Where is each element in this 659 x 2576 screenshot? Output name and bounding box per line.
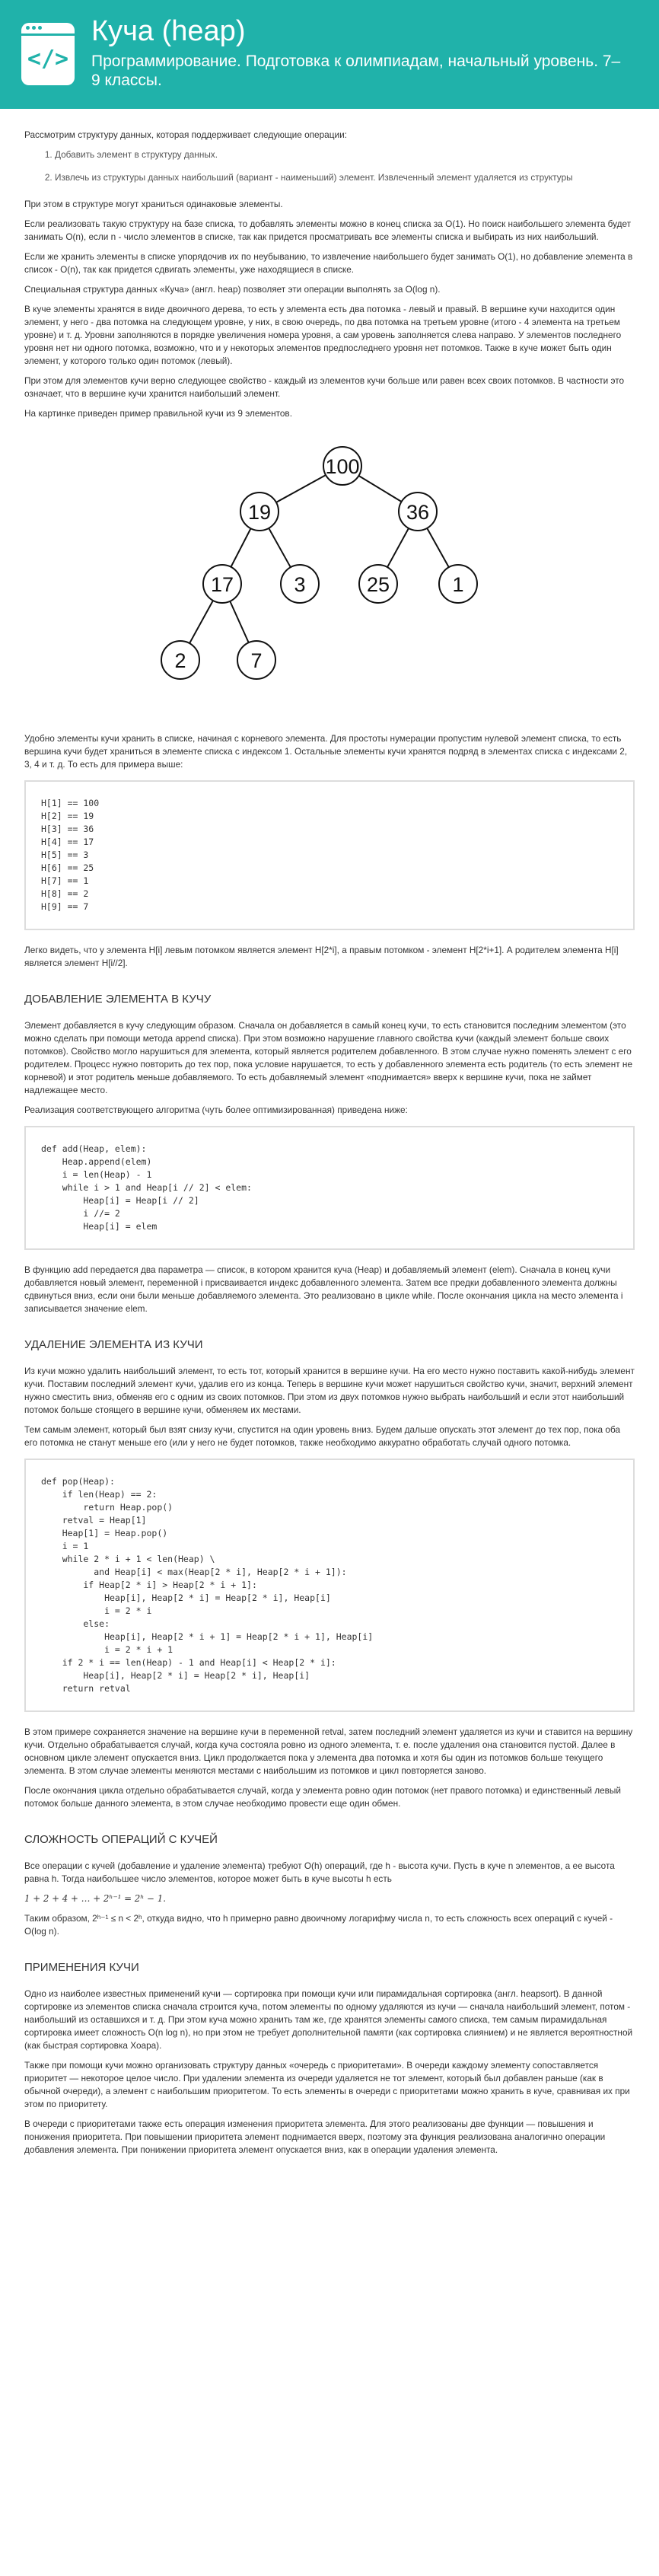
paragraph: На картинке приведен пример правильной кучи из 9 элементов. [24,408,292,419]
paragraph: Тем самым элемент, который был взят снизу кучи, спустится на один уровень вниз. Будем дальше опускать этот элемент до тех пор, пока оба его потомка не станут меньше его (или у него не будет потомков, также необходимо аккуратно обработать случай одного потомка. [24,1424,620,1448]
tree-node-label: 25 [366,573,390,596]
page-header [0,0,659,109]
paragraph: Также при помощи кучи можно организовать структуру данных «очередь с приоритетами». В очереди каждому элементу сопоставляется приоритет — некоторое целое число. При удалении элемента из очереди удаляется не тот элемент, который был добавлен раньше (как в обычной очереди), а элемент с наибольшим приоритетом. То есть элементы в очереди с приоритетами можно хранить в куче, сравнивая их при этом по приоритету. [24,2060,630,2109]
tree-node-label: 2 [174,649,186,672]
section-title-remove: УДАЛЕНИЕ ЭЛЕМЕНТА ИЗ КУЧИ [24,1338,203,1351]
operation-item: 1. Добавить элемент в структуру данных. [55,148,635,161]
paragraph: Если реализовать такую структуру на базе списка, то добавлять элементы можно в конец списка за O(1). Но поиск наибольшего элемента будет занимать O(n), если n - число элементов в списке, так как придется просматривать все элементы списка и выбирать из них наибольший. [24,218,632,242]
heap-array-code: H[1] == 100 H[2] == 19 H[3] == 36 H[4] == 17 H[5] == 3 H[6] == 25 H[7] == 1 H[8] == 2 H[9] == 7 [24,780,635,930]
paragraph: Таким образом, 2ʰ⁻¹ ≤ n < 2ʰ, откуда видно, что h примерно равно двоичному логарифму числа n, то есть сложность всех операций с кучей - O(log n). [24,1913,613,1937]
tree-node-label: 19 [247,501,272,524]
tree-node-label: 3 [294,573,306,596]
paragraph: В этом примере сохраняется значение на вершине кучи в переменной retval, затем последний элемент удаляется из кучи и ставится на вершину кучи. Отдельно обрабатывается случай, когда куча состояла ровно из одного элемента, т. е. после удаления она становится пустой. Далее в основном цикле элемент опускается вниз. Цикл продолжается пока у элемента два потомка и хотя бы один из потомков больше текущего элемента. В этом случае элементы меняются местами с наибольшим из потомков и цикл повторяется заново. [24,1726,633,1776]
paragraph: Легко видеть, что у элемента H[i] левым потомком является элемент H[2*i], а правым потомком - элемент H[2*i+1]. А родителем элемента H[i] является элемент H[i//2]. [24,945,619,968]
article-content [0,129,659,2157]
paragraph: Реализация соответствующего алгоритма (чуть более оптимизированная) приведена ниже: [24,1105,408,1115]
paragraph: При этом в структуре могут храниться одинаковые элементы. [24,199,283,209]
pop-function-code: def pop(Heap): if len(Heap) == 2: return Heap.pop() retval = Heap[1] Heap[1] = Heap.pop() i = 1 while 2 * i + 1 < len(Heap) \ and Heap[i] < max(Heap[2 * i], Heap[2 * i + 1]): if Heap[2 * i] > Heap[2 * i + 1]: Heap[i], Heap[2 * i] = Heap[2 * i], Heap[i] i = 2 * i else: Heap[i], Heap[2 * i + 1] = Heap[2 * i + 1], Heap[i] i = 2 * i + 1 if 2 * i == len(Heap) - 1 and Heap[i] < Heap[2 * i]: Heap[i], Heap[2 * i] = Heap[2 * i], Heap[i] return retval [24,1459,635,1712]
formula: 1 + 2 + 4 + … + 2ʰ⁻¹ = 2ʰ − 1. [24,1893,167,1904]
page-title: Куча (heap) [91,15,246,47]
tree-node-label: 1 [452,573,464,596]
section-title-applications: ПРИМЕНЕНИЯ КУЧИ [24,1961,139,1974]
tree-node-label: 100 [325,455,360,478]
tree-node-label: 7 [250,649,263,672]
paragraph: При этом для элементов кучи верно следующее свойство - каждый из элементов кучи больше или равен всех своих потомков. В частности это означает, что в вершине кучи хранится наибольший элемент. [24,375,625,399]
section-title-add: ДОБАВЛЕНИЕ ЭЛЕМЕНТА В КУЧУ [24,993,212,1006]
paragraph: Если же хранить элементы в списке упорядочив их по неубыванию, то извлечение наибольшего будет занимать O(1), но добавление элемента в список - O(n), так как придется сдвигать элементы, уже находящиеся в списке. [24,251,633,275]
paragraph: Одно из наиболее известных применений кучи — сортировка при помощи кучи или пирамидальная сортировка (англ. heapsort). В данной сортировке из элементов списка сначала строится куча, потом элементы по одному удаляются из кучи — сначала наибольший элемент, потом - наибольший из оставшихся и т. д. При этом куча можно хранить там же, где хранятся элементы самого списка, тем самым пирамидальная сортировка имеет сложность O(n log n), но при этом не требует дополнительной памяти (как сортировка слиянием) и не является вероятностной (как быстрая сортировка Хоара). [24,1988,633,2051]
heap-tree-diagram [24,443,635,702]
operations-list [24,148,635,184]
paragraph: Специальная структура данных «Куча» (англ. heap) позволяет эти операции выполнять за O(log n). [24,284,441,295]
paragraph: В очереди с приоритетами также есть операция изменения приоритета элемента. Для этого реализованы две функции — повышения и понижения приоритета. При повышении приоритета элемент поднимается вверх, поэтому эта функция реализована аналогично операции добавления элемента. При понижении приоритета элемент опускается вниз, как в операции удаления элемента. [24,2119,606,2155]
tree-node-label: 36 [406,501,430,524]
paragraph: После окончания цикла отдельно обрабатывается случай, когда у элемента ровно один потомок (нет правого потомка) и единственный левый потомок больше данного элемента, в этом случае необходимо провести еще один обмен. [24,1785,621,1809]
paragraph: Элемент добавляется в кучу следующим образом. Сначала он добавляется в самый конец кучи, то есть становится последним элементом (это можно сделать при помощи метода append списка). При этом возможно нарушение главного свойства кучи (каждый элемент больше своих потомков). Свойство могло нарушиться для элемента, который является родителем добавленного. В этом случае нужно поменять элемент с его родителем. Процесс нужно повторить до тех пор, пока условие нарушается, то есть у добавленного элемента есть родитель (то есть элемент не корневой) и этот родитель меньше добавляемого. То есть добавляемый элемент «поднимается» вверх к вершине кучи, пока не займет надлежащее место. [24,1020,633,1095]
paragraph: Удобно элементы кучи хранить в списке, начиная с корневого элемента. Для простоты нумерации пропустим нулевой элемент списка, то есть вершина кучи будет храниться в элементе списка с индексом 1. Остальные элементы кучи хранятся подряд в элементах списка с индексами 2, 3, 4 и т. д. То есть для примера выше: [24,733,628,770]
add-function-code: def add(Heap, elem): Heap.append(elem) i = len(Heap) - 1 while i > 1 and Heap[i // 2] < elem: Heap[i] = Heap[i // 2] i //= 2 Heap[i] = elem [24,1126,635,1250]
operation-item: 2. Извлечь из структуры данных наибольший (вариант - наименьший) элемент. Извлеченный элемент удаляется из структуры [55,171,635,184]
paragraph: В куче элементы хранятся в виде двоичного дерева, то есть у элемента есть два потомка - левый и правый. В вершине кучи находится один элемент, у него - два потомка на следующем уровне, у них, в свою очередь, по два потомка на третьем уровне (итого - 4 элемента на третьем уровне) и т. д. Уровни заполняются в порядке увеличения номера уровня, а сам уровень заполняется слева направо. У элементов последнего уровня нет ни одного потомка, возможно, что и у некоторых элементов предпоследнего уровня нет потомков. Также в куче может быть один элемент, у которого только один потомок (левый). [24,304,622,366]
code-window-icon: </> [21,23,75,85]
paragraph: В функцию add передается два параметра — список, в котором хранится куча (Heap) и добавляемый элемент (elem). Сначала в конец кучи добавляется новый элемент, переменной i присваивается индекс добавленного элемента. Затем все предки добавленного элемента должны сдвинуться вниз, если они были меньше добавляемого элемента. Это реализовано в цикле while. После окончания цикла на место элемента i записывается значение elem. [24,1264,623,1314]
paragraph: Из кучи можно удалить наибольший элемент, то есть тот, который хранится в вершине кучи. На его место нужно поставить какой-нибудь элемент кучи. Поставим последний элемент кучи, удалив его из конца. Теперь в вершине кучи может нарушиться свойство кучи, значит, верхний элемент нужно сместить вниз, обменяв его с одним из своих потомков. При этом из двух потомков нужно выбрать наибольший и если этот наибольший потомок больше стоящего в вершине кучи, обменяем их местами. [24,1366,635,1415]
paragraph: Все операции с кучей (добавление и удаление элемента) требуют O(h) операций, где h - высота кучи. Пусть в куче n элементов, а ее высота равна h. Тогда наибольшее число элементов, которое может быть в куче высоты h есть [24,1860,615,1884]
page-subtitle: Программирование. Подготовка к олимпиадам, начальный уровень. 7–9 классы. [91,53,621,89]
section-title-complexity: СЛОЖНОСТЬ ОПЕРАЦИЙ С КУЧЕЙ [24,1833,218,1846]
tree-node-label: 17 [210,573,234,596]
intro-paragraph: Рассмотрим структуру данных, которая поддерживает следующие операции: [24,129,347,140]
